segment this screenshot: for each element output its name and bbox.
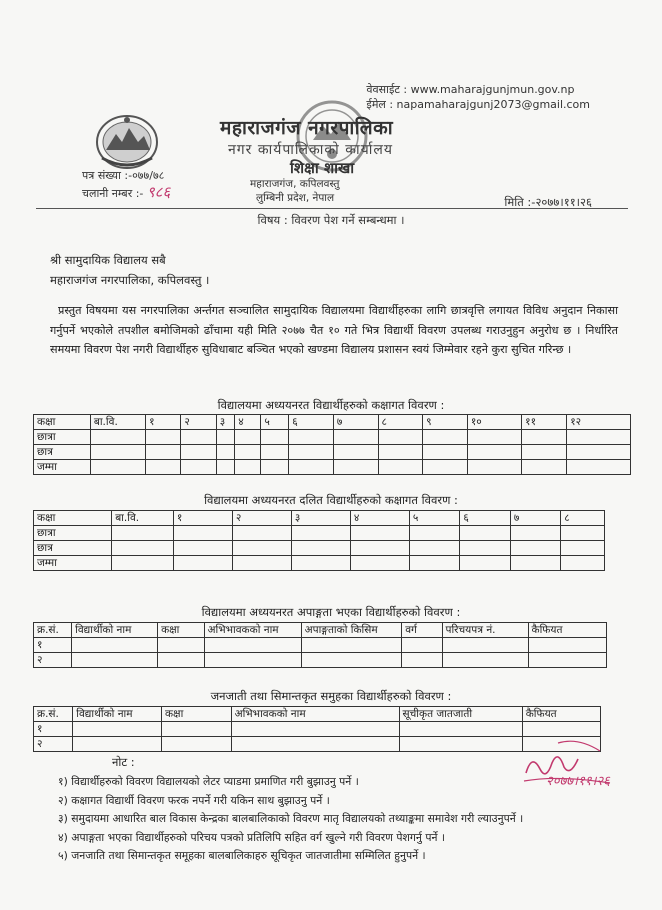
table2-header-cell: कक्षा <box>34 511 112 526</box>
table1-empty-cell <box>378 445 423 460</box>
table2-empty-cell <box>350 526 409 541</box>
table1-empty-cell <box>423 430 468 445</box>
table-row <box>34 541 605 556</box>
address-line-1: महाराजगंज, कपिलवस्तु <box>250 178 340 190</box>
table1-header-cell: ७ <box>333 415 378 430</box>
table1-header-row <box>34 415 631 430</box>
header-divider <box>36 208 628 209</box>
table1-row-label: छात्रा <box>34 430 91 445</box>
table1-header-cell: १ <box>146 415 181 430</box>
table-row <box>34 556 605 571</box>
table3-header-cell: कक्षा <box>158 623 204 638</box>
table4-empty-cell <box>161 737 231 752</box>
table2-empty-cell <box>510 541 560 556</box>
table2-empty-cell <box>460 556 510 571</box>
table-row <box>34 460 631 475</box>
table1-empty-cell <box>567 430 631 445</box>
table2-empty-cell <box>460 541 510 556</box>
table-row <box>34 653 607 668</box>
signature-date: २०७७।११।२६ <box>546 774 610 789</box>
table1-empty-cell <box>289 430 334 445</box>
table1-empty-cell <box>90 460 145 475</box>
table1-empty-cell <box>146 445 181 460</box>
table2-header-row <box>34 511 605 526</box>
table1-empty-cell <box>423 445 468 460</box>
table-row <box>34 737 601 752</box>
table2-empty-cell <box>510 526 560 541</box>
class-wise-students-table <box>33 414 631 475</box>
table4-header-cell: कैफियत <box>522 707 600 722</box>
table3-empty-cell <box>72 653 158 668</box>
table1-row-label: छात्र <box>34 445 91 460</box>
table1-header-cell: ५ <box>261 415 289 430</box>
table1-empty-cell <box>146 430 181 445</box>
table-row <box>34 526 605 541</box>
notes-title: नोट : <box>112 755 135 769</box>
table1-empty-cell <box>522 430 567 445</box>
table2-empty-cell <box>232 526 291 541</box>
letter-subject: विषय : विवरण पेश गर्ने सम्बन्धमा । <box>257 213 405 227</box>
table3-header-row <box>34 623 607 638</box>
table-row <box>34 445 631 460</box>
table4-row-label: १ <box>34 722 73 737</box>
table1-empty-cell <box>146 460 181 475</box>
table1-empty-cell <box>522 460 567 475</box>
office-name: महाराजगंज नगरपालिका <box>220 117 394 139</box>
table1-header-cell: ६ <box>289 415 334 430</box>
table2-caption: विद्यालयमा अध्ययनरत दलित विद्यार्थीहरुको कक्षागत विवरण : <box>204 493 458 507</box>
signature-area <box>518 733 618 793</box>
table1-header-cell: ३ <box>216 415 235 430</box>
table1-row-label: जम्मा <box>34 460 91 475</box>
table2-empty-cell <box>173 556 232 571</box>
table1-header-cell: ११ <box>522 415 567 430</box>
table2-header-cell: ४ <box>350 511 409 526</box>
table2-empty-cell <box>350 556 409 571</box>
chalani-number <box>82 184 170 202</box>
table1-empty-cell <box>378 430 423 445</box>
email-line: ईमेल : napamaharajgunj2073@gmail.com <box>366 98 590 111</box>
table3-empty-cell <box>204 638 301 653</box>
table3-row-label: १ <box>34 638 72 653</box>
table1-empty-cell <box>289 460 334 475</box>
table2-empty-cell <box>232 541 291 556</box>
table2-header-cell: ५ <box>409 511 459 526</box>
chalani-handwritten: ९८६ <box>146 183 171 201</box>
table1-empty-cell <box>567 445 631 460</box>
table1-empty-cell <box>235 430 261 445</box>
table3-empty-cell <box>204 653 301 668</box>
letter-date: मिति :-२०७७।११।२६ <box>504 195 592 209</box>
table2-header-cell: १ <box>173 511 232 526</box>
disabled-students-table <box>33 622 607 668</box>
table1-empty-cell <box>467 430 521 445</box>
table1-empty-cell <box>378 460 423 475</box>
note-item: ४) अपाङ्गता भएका विद्यार्थीहरुको परिचय पत्रको प्रतिलिपि सहित वर्ग खुल्ने गरी विवरण पेशगर्नु पर्ने । <box>58 830 446 844</box>
table3-header-cell: अपाङ्गताको किसिम <box>301 623 402 638</box>
table-row <box>34 430 631 445</box>
table4-empty-cell <box>399 737 522 752</box>
table4-empty-cell <box>73 737 162 752</box>
table2-empty-cell <box>112 541 174 556</box>
janajati-students-table <box>33 706 601 752</box>
website-line: वेवसाईट : www.maharajgunjmun.gov.np <box>366 83 575 96</box>
table2-row-label: जम्मा <box>34 556 112 571</box>
table2-header-cell: ३ <box>291 511 350 526</box>
table1-empty-cell <box>423 460 468 475</box>
reference-block <box>82 168 170 202</box>
table3-empty-cell <box>402 653 442 668</box>
table2-empty-cell <box>561 556 605 571</box>
table4-header-cell: सूचीकृत जातजाती <box>399 707 522 722</box>
table2-empty-cell <box>561 541 605 556</box>
table2-header-cell: बा.वि. <box>112 511 174 526</box>
table2-empty-cell <box>173 541 232 556</box>
table1-empty-cell <box>181 460 216 475</box>
table2-empty-cell <box>112 526 174 541</box>
table1-empty-cell <box>333 430 378 445</box>
dalit-students-table <box>33 510 605 571</box>
table2-header-cell: ७ <box>510 511 560 526</box>
recipient-block <box>50 250 209 290</box>
table2-header-cell: ८ <box>561 511 605 526</box>
nepal-emblem-icon <box>92 112 162 174</box>
chalani-label: चलानी नम्बर :- <box>82 187 144 200</box>
table3-empty-cell <box>301 638 402 653</box>
table1-empty-cell <box>522 445 567 460</box>
table2-empty-cell <box>291 541 350 556</box>
table1-header-cell: १२ <box>567 415 631 430</box>
table1-header-cell: १० <box>467 415 521 430</box>
table4-empty-cell <box>231 737 399 752</box>
table2-empty-cell <box>561 526 605 541</box>
table4-empty-cell <box>231 722 399 737</box>
table2-empty-cell <box>510 556 560 571</box>
table1-header-cell: ४ <box>235 415 261 430</box>
recipient-line-1: श्री सामुदायिक विद्यालय सबै <box>50 253 166 267</box>
body-paragraph: प्रस्तुत विषयमा यस नगरपालिका अर्न्तगत सञ्चालित सामुदायिक विद्यालयमा विद्यार्थीहरुका लागि छात्रवृत्ति लगायत विविध अनुदान निकासा गर्नुपर्ने भएकोले तपशील बमोजिमको ढाँचामा यही मिति २०७७ चैत १० गते भित्र विद्यार्थी विवरण उपलब्ध गराउनुहुन अनुरोध छ । निर्धारित समयमा विवरण पेश नगरी विद्यार्थीहरु सुविधाबाट बञ्चित भएको खण्डमा विद्यालय प्रशासन स्वयं जिम्मेवार रहने कुरा सुचित गरिन्छ । <box>50 304 618 356</box>
table4-empty-cell <box>399 722 522 737</box>
table2-row-label: छात्र <box>34 541 112 556</box>
table2-empty-cell <box>291 526 350 541</box>
table3-row-label: २ <box>34 653 72 668</box>
table1-empty-cell <box>567 460 631 475</box>
patra-sankhya: पत्र संख्या :-०७७/७८ <box>82 169 165 182</box>
table1-empty-cell <box>261 430 289 445</box>
note-item: २) कक्षागत विद्यार्थी विवरण फरक नपर्ने गरी यकिन साथ बुझाउनु पर्ने । <box>58 793 330 807</box>
table2-empty-cell <box>232 556 291 571</box>
table4-header-cell: अभिभावकको नाम <box>231 707 399 722</box>
table4-header-row <box>34 707 601 722</box>
table1-header-cell: ९ <box>423 415 468 430</box>
table1-header-cell: कक्षा <box>34 415 91 430</box>
table1-empty-cell <box>261 460 289 475</box>
table4-empty-cell <box>161 722 231 737</box>
office-address <box>250 177 340 205</box>
table1-empty-cell <box>467 445 521 460</box>
table3-empty-cell <box>301 653 402 668</box>
table3-header-cell: कैफियत <box>528 623 607 638</box>
table-row <box>34 722 601 737</box>
table3-header-cell: विद्यार्थीको नाम <box>72 623 158 638</box>
table3-empty-cell <box>402 638 442 653</box>
table3-empty-cell <box>442 653 528 668</box>
table3-caption: विद्यालयमा अध्ययनरत अपाङ्गता भएका विद्यार्थीहरुको विवरण : <box>201 605 461 619</box>
table4-caption: जनजाती तथा सिमान्तकृत समुहका विद्यार्थीहरुको विवरण : <box>210 689 452 703</box>
address-line-2: लुम्बिनी प्रदेश, नेपाल <box>256 192 335 204</box>
table3-empty-cell <box>158 638 204 653</box>
table1-empty-cell <box>467 460 521 475</box>
table2-empty-cell <box>173 526 232 541</box>
table2-empty-cell <box>409 526 459 541</box>
table1-empty-cell <box>333 460 378 475</box>
note-item: १) विद्यार्थीहरुको विवरण विद्यालयको लेटर प्याडमा प्रमाणित गरी बुझाउनु पर्ने । <box>58 775 359 788</box>
table2-header-cell: ६ <box>460 511 510 526</box>
table1-empty-cell <box>216 430 235 445</box>
contact-block <box>366 82 590 112</box>
table1-empty-cell <box>235 445 261 460</box>
note-item: ३) समुदायमा आधारित बाल विकास केन्द्रका बालबालिकाको विवरण मातृ विद्यालयको तथ्याङ्कमा समावेश गरी ल्याउनुपर्ने । <box>58 812 524 825</box>
table1-empty-cell <box>90 430 145 445</box>
table1-header-cell: ८ <box>378 415 423 430</box>
table2-empty-cell <box>409 556 459 571</box>
table4-empty-cell <box>73 722 162 737</box>
table4-header-cell: विद्यार्थीको नाम <box>73 707 162 722</box>
table1-caption: विद्यालयमा अध्ययनरत विद्यार्थीहरुको कक्षागत विवरण : <box>217 398 445 412</box>
table1-empty-cell <box>261 445 289 460</box>
table1-empty-cell <box>289 445 334 460</box>
table1-empty-cell <box>90 445 145 460</box>
table2-empty-cell <box>460 526 510 541</box>
table2-empty-cell <box>112 556 174 571</box>
table1-empty-cell <box>181 445 216 460</box>
table3-header-cell: परिचयपत्र नं. <box>442 623 528 638</box>
table1-empty-cell <box>333 445 378 460</box>
table2-empty-cell <box>350 541 409 556</box>
table3-empty-cell <box>72 638 158 653</box>
notes-list <box>58 773 523 866</box>
table3-empty-cell <box>442 638 528 653</box>
table4-header-cell: क्र.सं. <box>34 707 73 722</box>
table1-empty-cell <box>181 430 216 445</box>
table3-header-cell: वर्ग <box>402 623 442 638</box>
table4-header-cell: कक्षा <box>161 707 231 722</box>
note-item: ५) जनजाति तथा सिमान्तकृत समूहका बालबालिकाहरु सूचिकृत जातजातीमा सम्मिलित हुनुपर्ने । <box>58 849 426 862</box>
table-row <box>34 638 607 653</box>
table1-header-cell: बा.वि. <box>90 415 145 430</box>
office-subtitle: नगर कार्यपालिकाको कार्यालय <box>228 142 393 158</box>
table2-empty-cell <box>291 556 350 571</box>
table2-row-label: छात्रा <box>34 526 112 541</box>
table1-empty-cell <box>216 460 235 475</box>
table2-empty-cell <box>409 541 459 556</box>
recipient-line-2: महाराजगंज नगरपालिका, कपिलवस्तु । <box>50 273 210 287</box>
section-name: शिक्षा शाखा <box>290 159 355 177</box>
table1-header-cell: २ <box>181 415 216 430</box>
table3-empty-cell <box>158 653 204 668</box>
table3-empty-cell <box>528 653 607 668</box>
table3-header-cell: अभिभावकको नाम <box>204 623 301 638</box>
table2-header-cell: २ <box>232 511 291 526</box>
table3-header-cell: क्र.सं. <box>34 623 72 638</box>
table3-empty-cell <box>528 638 607 653</box>
table1-empty-cell <box>235 460 261 475</box>
table4-row-label: २ <box>34 737 73 752</box>
table1-empty-cell <box>216 445 235 460</box>
